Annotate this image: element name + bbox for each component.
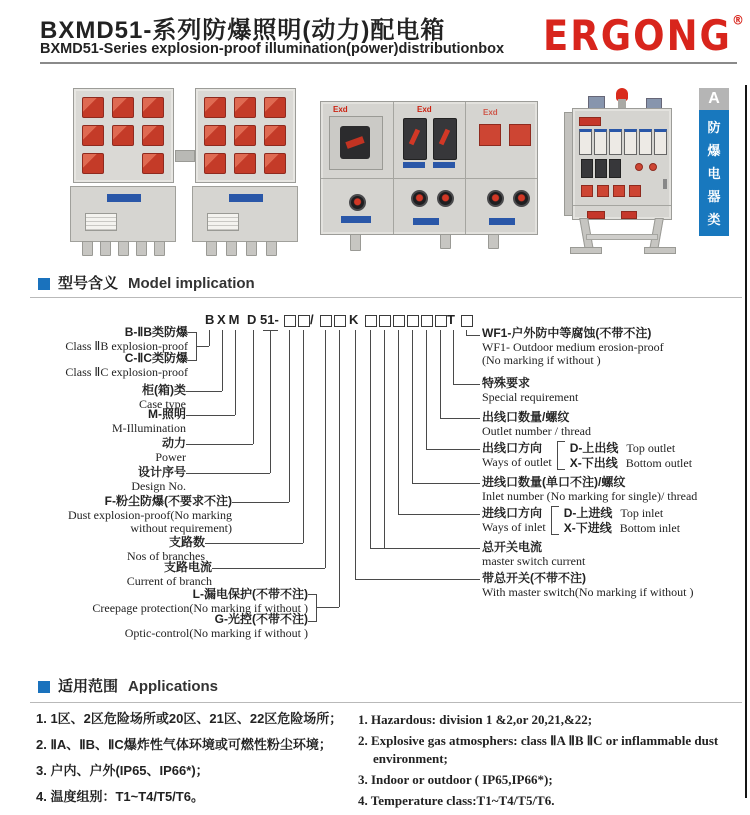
model-label-dust-proof: F-粉尘防爆(不要求不注) Dust explosion-proof(No marking without requirement) [68, 494, 232, 535]
door-handle [663, 179, 667, 189]
model-label-class-iic: C-ⅡC类防爆 Class ⅡC explosion-proof [65, 351, 188, 379]
list-item: 3. Indoor or outdoor ( IP65,IP66*); [358, 772, 553, 787]
list-item: 3. 户内、户外(IP65、IP66*)； [36, 763, 209, 778]
model-label-with-master-switch: 带总开关(不带不注) With master switch(No marking if without ) [482, 571, 694, 599]
code-letter: T [447, 312, 455, 327]
code-box [320, 315, 332, 327]
model-label-special-requirement: 特殊要求 Special requirement [482, 376, 579, 404]
code-box [421, 315, 433, 327]
list-item: 2. Explosive gas atmosphers: class ⅡA ⅡB ⅡC or inflammable dust environment; [358, 733, 719, 766]
model-label-master-switch-current: 总开关电流 master switch current [482, 540, 586, 568]
wall-box-right [192, 88, 298, 246]
section-divider [30, 297, 742, 298]
code-box [407, 315, 419, 327]
model-label-inlet-direction: 进线口方向 Ways of inlet D-上进线 Top inlet X-下进线 Bottom inlet [482, 506, 681, 535]
code-box [284, 315, 296, 327]
wall-box-left [70, 88, 176, 246]
indicator-button [437, 190, 454, 207]
list-item: 2. ⅡA、ⅡB、ⅡC爆炸性气体环境或可燃性粉尘环境； [36, 737, 332, 752]
model-label-illumination: M-照明 M-Illumination [112, 407, 186, 435]
code-letter: XM [217, 312, 243, 327]
code-box [461, 315, 473, 327]
brand-logo [543, 12, 746, 60]
code-box [393, 315, 405, 327]
exd-mark: Exd [483, 108, 498, 117]
applications-section-title [58, 675, 218, 696]
breaker [403, 118, 427, 160]
tab-char: 防 [707, 119, 721, 135]
brand-logo-text: ERGONG [543, 12, 732, 61]
exd-mark: Exd [417, 105, 432, 114]
sub-bracket [557, 441, 565, 470]
indicator-button [411, 190, 428, 207]
code-box [435, 315, 447, 327]
section-title-en: Model implication [128, 275, 255, 292]
model-label-outlet-number: 出线口数量/螺纹 Outlet number / thread [482, 410, 591, 438]
tab-char: 电 [707, 165, 721, 181]
red-switch [509, 124, 531, 146]
switch-plate [329, 116, 383, 170]
section-title-en: Applications [128, 678, 219, 695]
code-box [298, 315, 310, 327]
rating-plate [207, 213, 239, 231]
code-box [334, 315, 346, 327]
box-lower-enclosure [192, 186, 298, 242]
model-label-inlet-number: 进线口数量(单口不注)/螺纹 Inlet number (No marking for single)/ thread [482, 475, 698, 503]
model-label-outlet-direction: 出线口方向 Ways of outlet D-上出线 Top outlet X-下出线 Bottom outlet [482, 441, 693, 470]
code-letter: 51- [260, 312, 279, 327]
page-subtitle: BXMD51-Series explosion-proof illumination(power)distributionbox [40, 41, 505, 57]
model-label-branches: 支路数 Nos of branches [127, 535, 205, 563]
blue-nameplate [229, 194, 263, 202]
product-photo-floor-cabinet [552, 86, 697, 258]
red-switch [479, 124, 501, 146]
exd-mark: Exd [333, 105, 348, 114]
indicator-button [487, 190, 504, 207]
section-title-zh: 适用范围 [58, 678, 119, 695]
section-bullet [38, 278, 50, 290]
list-item: 4. Temperature class:T1~T4/T5/T6. [358, 793, 555, 808]
side-tab-letter: A [699, 88, 729, 110]
side-tab-category [699, 110, 729, 236]
sub-bracket [551, 506, 559, 535]
section-title-zh: 型号含义 [58, 275, 119, 292]
box-lower-enclosure [70, 186, 176, 242]
tab-char: 器 [707, 188, 721, 204]
product-photo-wall-boxes [70, 88, 310, 263]
list-item: 4. 温度组别：T1~T4/T5/T6。 [36, 789, 204, 804]
breaker [433, 118, 457, 160]
applications-list-en [358, 711, 740, 813]
registered-mark: ® [731, 12, 746, 28]
code-letter: D [247, 312, 257, 327]
panel-face [320, 101, 538, 235]
tab-char: 类 [707, 211, 721, 227]
cabinet-body [572, 108, 672, 220]
indicator-button [349, 194, 366, 211]
model-label-class-iib: B-ⅡB类防爆 Class ⅡB explosion-proof [65, 325, 188, 353]
code-letter: / [310, 312, 314, 327]
applications-list-zh [36, 711, 356, 815]
blue-nameplate [107, 194, 141, 202]
page-title: BXMD51-系列防爆照明(动力)配电箱 [40, 17, 446, 44]
tab-char: 爆 [707, 142, 721, 158]
code-box [379, 315, 391, 327]
product-photo-modular-panel [320, 95, 540, 253]
model-label-wf1: WF1-户外防中等腐蚀(不带不注) WF1- Outdoor medium erosion-proof (No marking if without ) [482, 326, 664, 367]
indicator-button [513, 190, 530, 207]
model-label-power: 动力 Power [155, 436, 186, 464]
model-label-optic-control: G-光控(不带不注) Optic-control(No marking if without ) [124, 612, 308, 640]
code-letter: B [205, 312, 215, 327]
red-nameplate [579, 117, 601, 126]
model-label-branch-current: 支路电流 Current of branch [126, 560, 212, 588]
list-item: 1. Hazardous: division 1 &2,or 20,21,&22; [358, 712, 593, 727]
model-label-design-no: 设计序号 Design No. [131, 465, 186, 493]
section-divider [30, 702, 742, 703]
model-label-creepage: L-漏电保护(不带不注) Creepage protection(No marking if without ) [92, 587, 308, 615]
page-edge-rule [745, 85, 747, 798]
rotary-switch [340, 126, 370, 159]
model-label-case-type: 柜(箱)类 Case type [139, 383, 186, 411]
list-item: 1. 1区、2区危险场所或20区、21区、22区危险场所； [36, 711, 343, 726]
rating-plate [85, 213, 117, 231]
section-bullet [38, 681, 50, 693]
code-letter: K [349, 312, 359, 327]
header-divider [40, 62, 737, 64]
code-box [365, 315, 377, 327]
model-section-title [58, 272, 255, 293]
